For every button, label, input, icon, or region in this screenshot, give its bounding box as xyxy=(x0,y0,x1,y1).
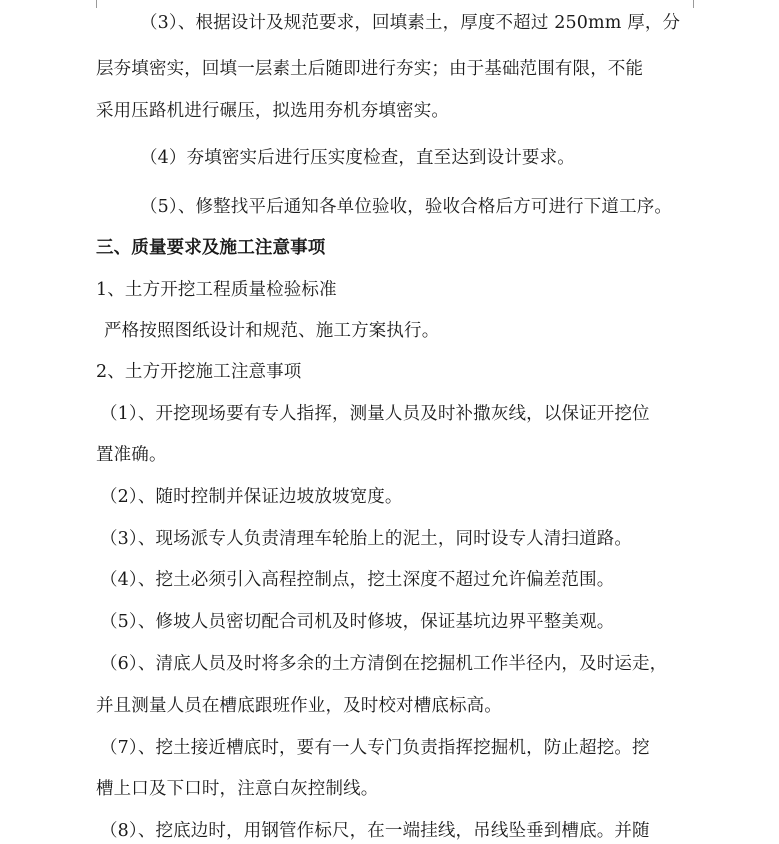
list-item-line: 并且测量人员在槽底跟班作业，及时校对槽底标高。 xyxy=(96,696,502,716)
paragraph-line: 层夯填密实，回填一层素土后随即进行夯实；由于基础范围有限，不能 xyxy=(96,59,644,79)
paragraph-line: 采用压路机进行碾压，拟选用夯机夯填密实。 xyxy=(96,101,449,121)
list-item-line: （8）、挖底边时，用钢管作标尺，在一端挂线，吊线坠垂到槽底。并随 xyxy=(100,821,650,841)
paragraph-line: （3）、根据设计及规范要求，回填素土，厚度不超过 250mm 厚，分 xyxy=(140,13,681,33)
paragraph-line: 严格按照图纸设计和规范、施工方案执行。 xyxy=(104,321,440,341)
margin-corner-mark-right xyxy=(693,0,706,8)
list-item-line: （2）、随时控制并保证边坡放坡宽度。 xyxy=(100,487,403,507)
subsection-heading: 1、土方开挖工程质量检验标准 xyxy=(96,280,337,300)
list-item-line: 槽上口及下口时，注意白灰控制线。 xyxy=(96,779,379,799)
list-item-line: （1）、开挖现场要有专人指挥，测量人员及时补撒灰线，以保证开挖位 xyxy=(100,404,650,424)
list-item-line: 置准确。 xyxy=(96,445,167,465)
paragraph-line: （4）夯填密实后进行压实度检查，直至达到设计要求。 xyxy=(140,148,575,168)
subsection-heading: 2、土方开挖施工注意事项 xyxy=(96,362,302,382)
margin-corner-mark-left xyxy=(84,0,97,8)
list-item-line: （5）、修坡人员密切配合司机及时修坡，保证基坑边界平整美观。 xyxy=(100,612,615,632)
section-heading: 三、质量要求及施工注意事项 xyxy=(96,238,326,258)
list-item-line: （4）、挖土必须引入高程控制点，挖土深度不超过允许偏差范围。 xyxy=(100,570,615,590)
paragraph-line: （5）、修整找平后通知各单位验收，验收合格后方可进行下道工序。 xyxy=(140,197,673,217)
list-item-line: （3）、现场派专人负责清理车轮胎上的泥土，同时设专人清扫道路。 xyxy=(100,529,633,549)
list-item-line: （7）、挖土接近槽底时，要有一人专门负责指挥挖掘机，防止超挖。挖 xyxy=(100,738,650,758)
list-item-line: （6）、清底人员及时将多余的土方清倒在挖掘机工作半径内，及时运走， xyxy=(100,654,668,674)
